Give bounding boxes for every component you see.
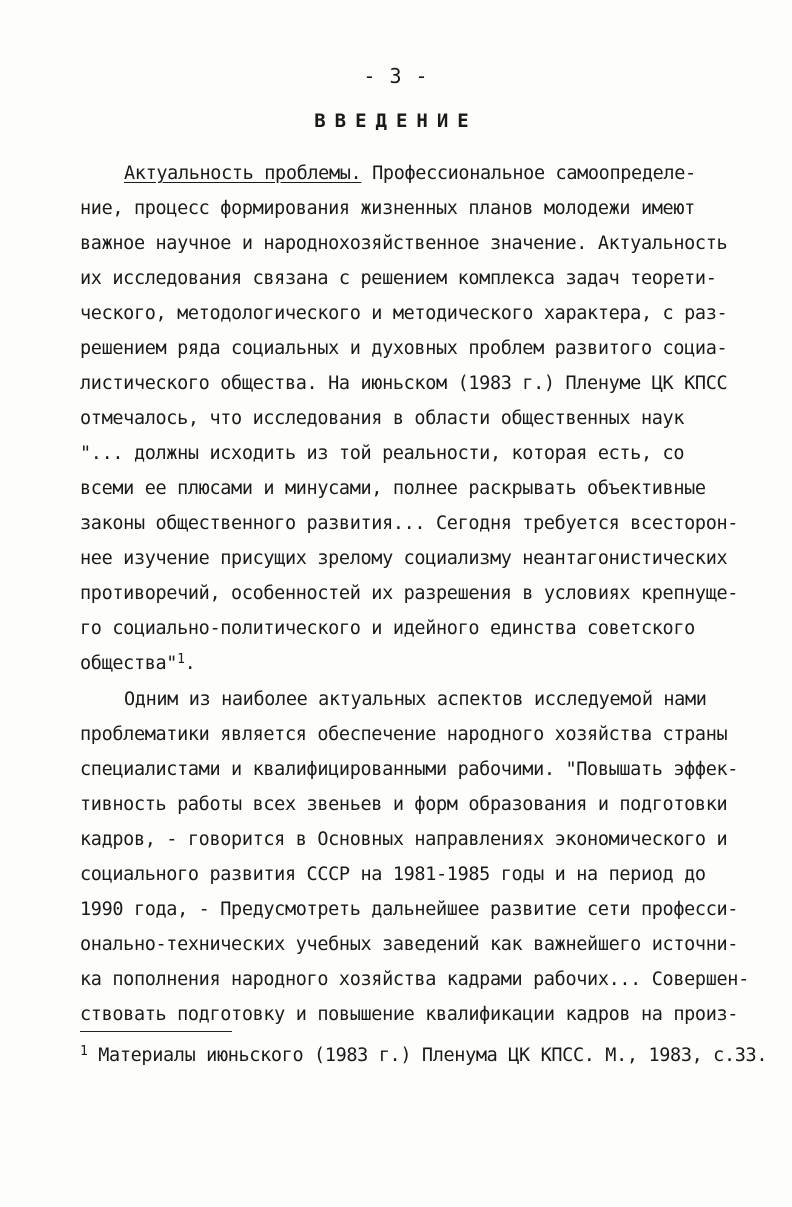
text-line: Одним из наиболее актуальных аспектов исследуемой нами — [124, 689, 707, 710]
text-line: законы общественного развития... Сегодня требуется всесторон- — [80, 513, 739, 534]
footnote — [80, 1045, 767, 1066]
text-line: всеми ее плюсами и минусами, полнее раскрывать объективные — [80, 478, 706, 499]
text-line: отмечалось, что исследования в области общественных наук — [80, 408, 685, 429]
footnote-text: Материалы июньского (1983 г.) Пленума ЦК КПСС. М., 1983, с.33. — [87, 1045, 768, 1066]
text-line: важное научное и народнохозяйственное значение. Актуальность — [80, 233, 728, 254]
text-line: 1990 года, - Предусмотреть дальнейшее развитие сети професси- — [80, 899, 739, 920]
page-number: - 3 - — [363, 64, 429, 88]
text-line: социального развития СССР на 1981-1985 годы и на период до — [80, 864, 706, 885]
text-line: кадров, - говорится в Основных направлениях экономического и — [80, 829, 728, 850]
text-line: листического общества. На июньском (1983 г.) Пленуме ЦК КПСС — [80, 373, 728, 394]
text-line: проблематики является обеспечение народного хозяйства страны — [80, 724, 728, 745]
text-line: ние, процесс формирования жизненных планов молодежи имеют — [80, 198, 695, 219]
text-line: ка пополнения народного хозяйства кадрами рабочих... Совершен- — [80, 969, 749, 990]
text-line: тивность работы всех звеньев и форм образования и подготовки — [80, 794, 728, 815]
text-line: го социально-политического и идейного единства советского — [80, 618, 695, 639]
text-line: онально-технических учебных заведений как важнейшего источни- — [80, 934, 739, 955]
text-line: общества"$^1$. — [80, 652, 196, 674]
footnote-marker: 1 — [80, 1044, 88, 1059]
text-line: ствовать подготовку и повышение квалификации кадров на произ- — [80, 1004, 739, 1025]
text-line: решением ряда социальных и духовных проблем развитого социа- — [80, 338, 728, 359]
text-line: противоречий, особенностей их разрешения в условиях крепнуще- — [80, 583, 739, 604]
section-heading: ВВЕДЕНИЕ — [314, 110, 478, 132]
text-segment: общества" — [80, 653, 178, 674]
text-line: "... должны исходить из той реальности, которая есть, со — [80, 443, 685, 464]
text-line: их исследования связана с решением комплекса задач теорети- — [80, 268, 717, 289]
text-segment: Профессиональное самоопределе- — [361, 163, 696, 184]
footnote-separator — [80, 1031, 232, 1032]
footnote-reference: 1 — [177, 652, 185, 667]
topic-lead: Актуальность проблемы. — [124, 163, 362, 184]
text-line: ческого, методологического и методического характера, с раз- — [80, 303, 728, 324]
text-line: нее изучение присущих зрелому социализму неантагонистических — [80, 548, 728, 569]
text-line: специалистами и квалифицированными рабочими. "Повышать эффек- — [80, 759, 739, 780]
text-line — [124, 162, 696, 186]
